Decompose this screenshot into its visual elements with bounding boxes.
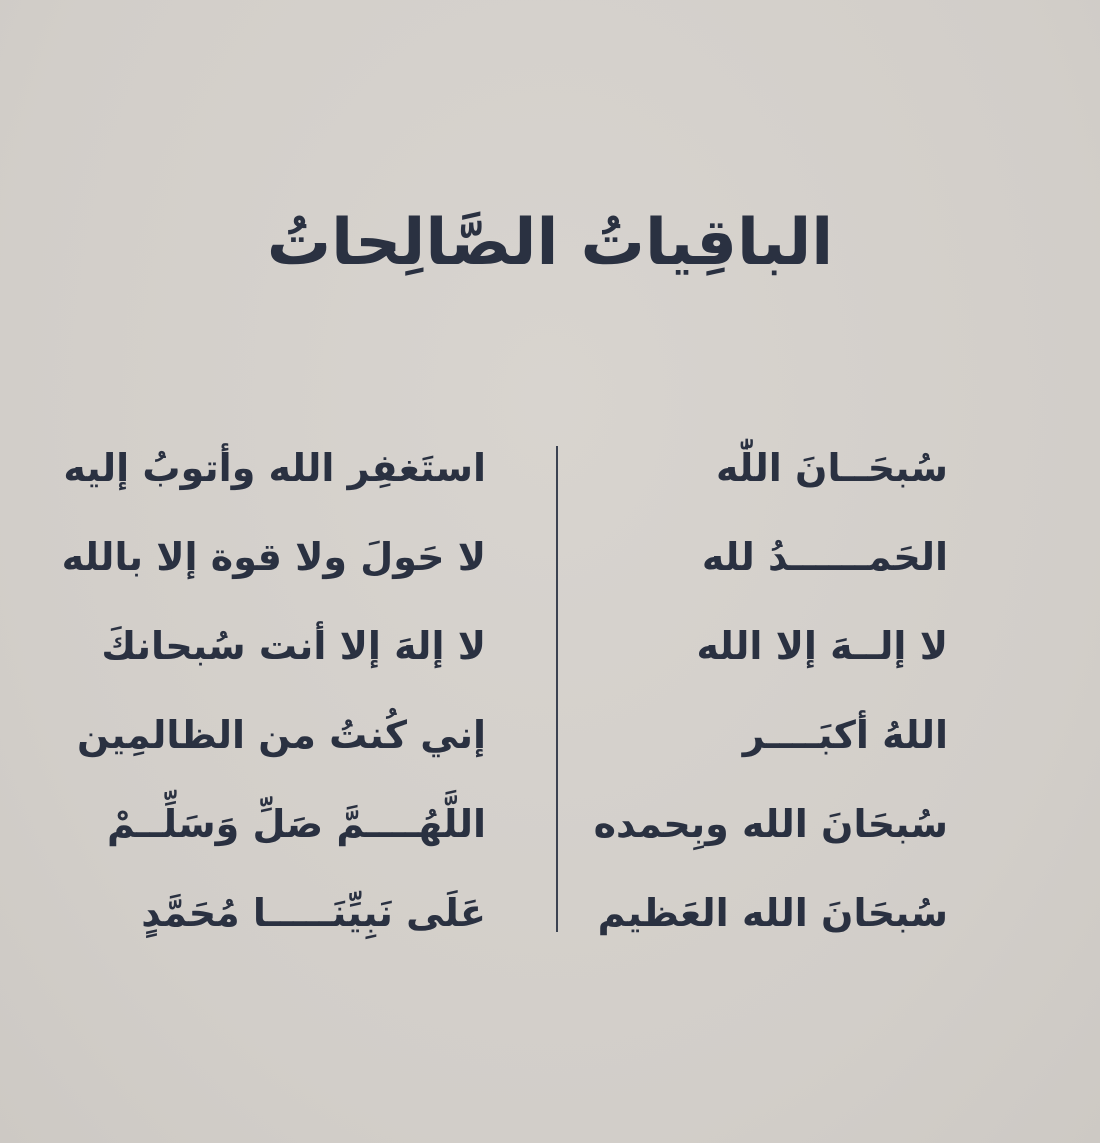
dhikr-line: سُبحَانَ الله وبِحمده	[593, 802, 948, 846]
dhikr-column-right	[593, 430, 948, 964]
dhikr-line: لا إلــهَ إلا الله	[696, 624, 948, 668]
dhikr-column-left	[61, 430, 486, 964]
column-divider	[556, 446, 558, 932]
dhikr-line: اللهُ أكبَــــر	[742, 713, 948, 757]
dhikr-line: سُبحَانَ الله العَظيم	[597, 891, 948, 935]
dhikr-line: سُبحَــانَ اللّٰه	[715, 446, 948, 490]
dhikr-line: لا إلهَ إلا أنت سُبحانكَ	[101, 624, 486, 668]
dhikr-line: استَغفِر الله وأتوبُ إليه	[63, 446, 486, 490]
dhikr-line: لا حَولَ ولا قوة إلا بالله	[61, 535, 486, 579]
dhikr-line: الحَمــــــدُ لله	[701, 535, 948, 579]
dhikr-line: اللَّهُــــمَّ صَلِّ وَسَلِّــمْ	[106, 802, 486, 846]
dhikr-line: إني كُنتُ من الظالمِين	[76, 713, 486, 757]
dhikr-line: عَلَى نَبِيِّنَـــــا مُحَمَّدٍ	[141, 891, 486, 935]
page-title: الباقِياتُ الصَّالِحاتُ	[266, 206, 834, 280]
